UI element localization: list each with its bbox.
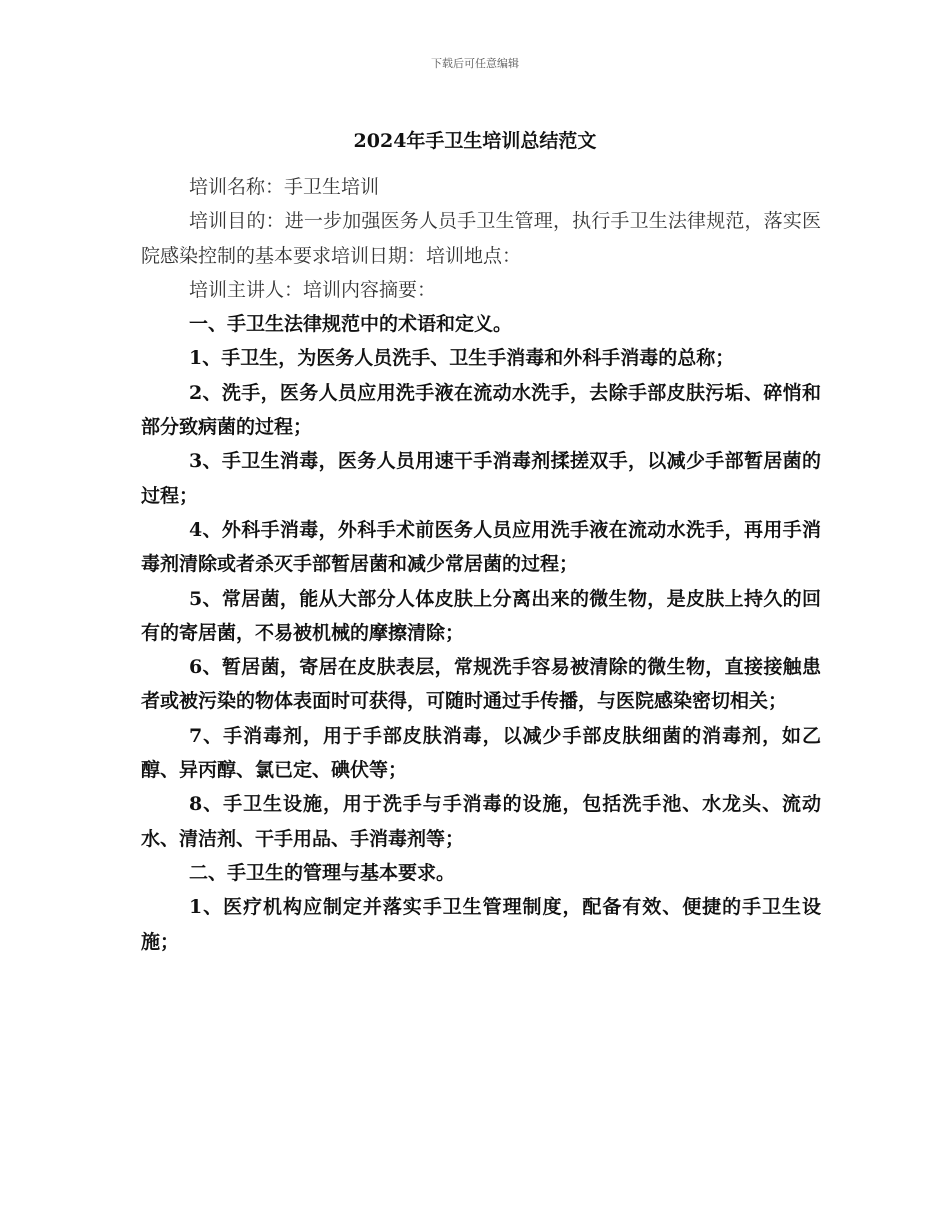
paragraph-item: 3、手卫生消毒，医务人员用速干手消毒剂揉搓双手，以减少手部暂居菌的过程； bbox=[141, 450, 821, 507]
paragraph-item: 2、洗手，医务人员应用洗手液在流动水洗手，去除手部皮肤污垢、碎悄和部分致病菌的过程； bbox=[141, 381, 821, 439]
paragraph-item: 1、医疗机构应制定并落实手卫生管理制度，配备有效、便捷的手卫生设施； bbox=[141, 896, 821, 953]
paragraph-item: 5、常居菌，能从大部分人体皮肤上分离出来的微生物，是皮肤上持久的回有的寄居菌，不易被机械的摩擦清除； bbox=[141, 587, 821, 644]
paragraph-item: 1、手卫生，为医务人员洗手、卫生手消毒和外科手消毒的总称； bbox=[189, 347, 735, 370]
document-title: 2024年手卫生培训总结范文 bbox=[353, 130, 597, 152]
paragraph-item: 6、暂居菌，寄居在皮肤表层，常规洗手容易被清除的微生物，直接接触患者或被污染的物体表面时可获得，可随时通过手传播，与医院感染密切相关； bbox=[141, 656, 821, 713]
section-heading: 一、手卫生法律规范中的术语和定义。 bbox=[189, 313, 513, 336]
paragraph-item: 7、手消毒剂，用于手部皮肤消毒，以减少手部皮肤细菌的消毒剂，如乙醇、异丙醇、氯已定、碘伏等； bbox=[141, 724, 821, 782]
paragraph-training-name: 培训名称：手卫生培训 bbox=[189, 176, 380, 198]
page-header-note: 下载后可任意编辑 bbox=[431, 57, 519, 70]
paragraph-item: 8、手卫生设施，用于洗手与手消毒的设施，包括洗手池、水龙头、流动水、清洁剂、干手用品、手消毒剂等； bbox=[141, 793, 821, 850]
paragraph-item: 4、外科手消毒，外科手术前医务人员应用洗手液在流动水洗手，再用手消毒剂清除或者杀灭手部暂居菌和减少常居菌的过程； bbox=[141, 518, 821, 576]
paragraph-training-speaker: 培训主讲人：培训内容摘要： bbox=[189, 278, 437, 301]
section-heading: 二、手卫生的管理与基本要求。 bbox=[189, 861, 456, 884]
paragraph-training-purpose: 培训目的：进一步加强医务人员手卫生管理，执行手卫生法律规范，落实医院感染控制的基本要求培训日期：培训地点： bbox=[141, 210, 821, 267]
document-body bbox=[141, 170, 821, 959]
